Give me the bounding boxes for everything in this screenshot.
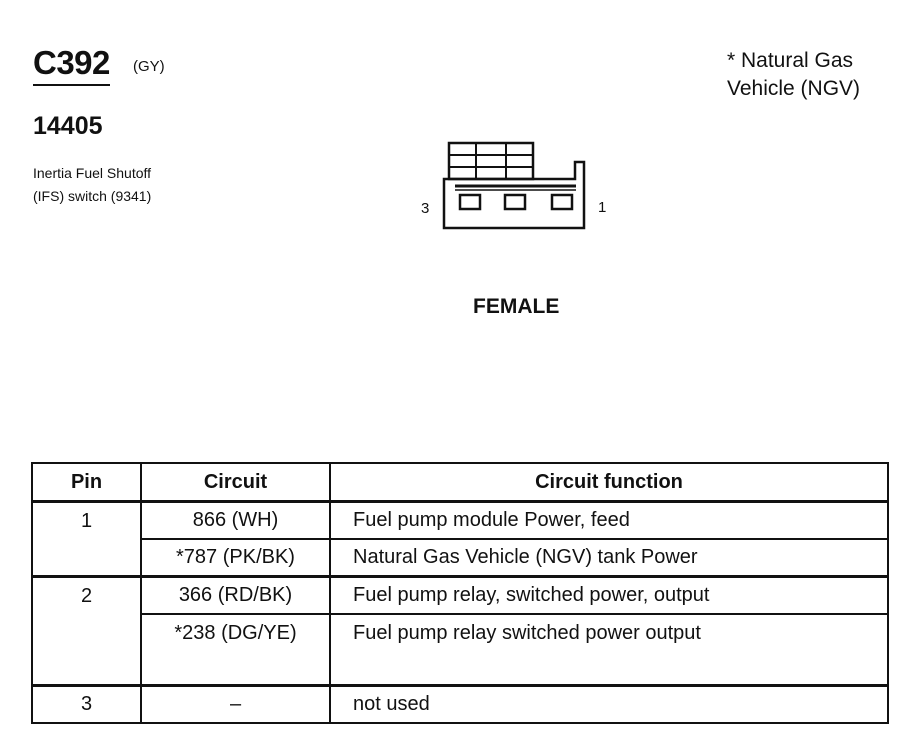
connector-latch — [449, 143, 533, 179]
header-pin: Pin — [32, 463, 141, 502]
circuit-cell: – — [141, 686, 330, 724]
table-row — [32, 614, 888, 686]
connector-id: C392 — [33, 44, 110, 86]
pin-cell: 1 — [32, 502, 141, 577]
pinout-table — [31, 462, 889, 724]
function-cell: Fuel pump module Power, feed — [330, 502, 888, 540]
connector-face-diagram — [0, 0, 910, 330]
function-cell: Natural Gas Vehicle (NGV) tank Power — [330, 539, 888, 577]
circuit-cell: 366 (RD/BK) — [141, 577, 330, 615]
function-cell: Fuel pump relay, switched power, output — [330, 577, 888, 615]
header-circuit-function: Circuit function — [330, 463, 888, 502]
function-cell: Fuel pump relay switched power output — [330, 614, 888, 686]
circuit-cell: *238 (DG/YE) — [141, 614, 330, 686]
header-circuit: Circuit — [141, 463, 330, 502]
part-number: 14405 — [33, 112, 103, 140]
pin-3-label: 3 — [421, 200, 430, 217]
pin-1-label: 1 — [598, 199, 607, 216]
table-row — [32, 686, 888, 724]
component-description-line2: (IFS) switch (9341) — [33, 188, 152, 204]
cavity-3 — [460, 195, 480, 209]
cavity-1 — [552, 195, 572, 209]
connector-view-label: FEMALE — [473, 295, 560, 318]
circuit-cell: 866 (WH) — [141, 502, 330, 540]
ngv-note-line2: Vehicle (NGV) — [727, 77, 861, 100]
pin-cell: 2 — [32, 577, 141, 686]
table-row — [32, 577, 888, 615]
function-cell: not used — [330, 686, 888, 724]
pin-cell: 3 — [32, 686, 141, 724]
table-row — [32, 502, 888, 540]
table-header-row — [32, 463, 888, 502]
cavity-2 — [505, 195, 525, 209]
ngv-note-line1: * Natural Gas — [727, 49, 854, 72]
connector-color-code: (GY) — [133, 58, 165, 75]
table-row — [32, 539, 888, 577]
circuit-cell: *787 (PK/BK) — [141, 539, 330, 577]
component-description-line1: Inertia Fuel Shutoff — [33, 165, 152, 181]
